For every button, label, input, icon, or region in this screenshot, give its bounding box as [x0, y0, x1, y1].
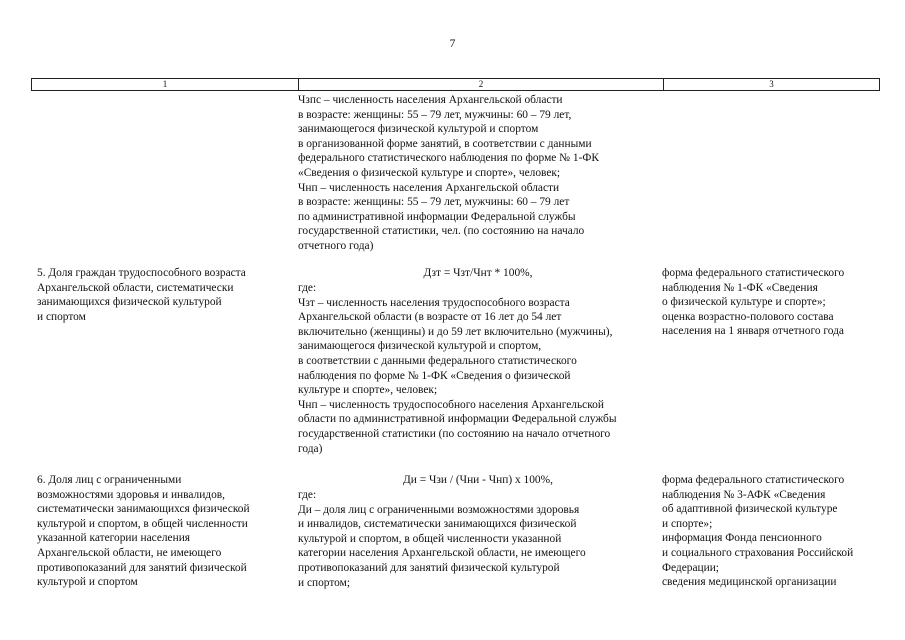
row5-method: где: Чзт – численность населения трудоспособного возраста Архангельской области (в возрасте от 16 лет до 54 лет включительно (женщины) и до 59 лет включительно (мужчины), занимающегося физической культурой и спортом, в соответствии с данными федерального статистического наблюдения по форме № 1-ФК «Сведения о физической культуре и спорте», человек; Чнп – численность трудоспособного населения Архангельской области по административной информации Федеральной службы государственной статистики (по состоянию на начало отчетного года) — [298, 282, 617, 455]
row6-source: форма федерального статистического наблюдения № 3-АФК «Сведения об адаптивной физической культуре и спорте»; информация Фонда пенсионного и социального страхования Российской Федерации; сведения медицинской организации — [662, 474, 854, 589]
row5-formula: Дзт = Чзт/Чнт * 100%, — [423, 267, 533, 279]
header-col-2: 2 — [299, 79, 664, 90]
page-number: 7 — [449, 38, 456, 50]
row-continuation-col2: Чзпс – численность населения Архангельской области в возрасте: женщины: 55 – 79 лет, мужчины: 60 – 79 лет, занимающегося физической культурой и спортом в организованной форме занятий, в соответствии с данными федерального статистического наблюдения по форме № 1-ФК «Сведения о физической культуре и спорте», человек; Чнп – численность населения Архангельской области в возрасте: женщины: 55 – 79 лет, мужчины: 60 – 79 лет по административной информации Федеральной службы государственной статистики, чел. (по состоянию на начало отчетного года) — [298, 94, 599, 252]
header-col-1: 1 — [32, 79, 299, 90]
row6-indicator: 6. Доля лиц с ограниченными возможностями здоровья и инвалидов, систематически занимающихся физической культурой и спортом, в общей численности указанной категории населения Архангельской области, не имеющего противопоказаний для занятий физической культурой и спортом — [37, 474, 250, 589]
row6-method: где: Ди – доля лиц с ограниченными возможностями здоровья и инвалидов, систематически занимающихся физической культурой и спортом, в общей численности указанной категории населения Архангельской области, не имеющего противопоказаний для занятий физической культурой и спортом; — [298, 489, 586, 589]
table-header-row — [31, 78, 880, 91]
row6-formula: Ди = Чзи / (Чни - Чнп) х 100%, — [403, 474, 553, 486]
row5-source: форма федерального статистического наблюдения № 1-ФК «Сведения о физической культуре и спорте»; оценка возрастно-полового состава населения на 1 января отчетного года — [662, 267, 845, 338]
header-col-3: 3 — [769, 79, 774, 89]
row5-indicator: 5. Доля граждан трудоспособного возраста Архангельской области, систематически занимающихся физической культурой и спортом — [37, 267, 246, 323]
